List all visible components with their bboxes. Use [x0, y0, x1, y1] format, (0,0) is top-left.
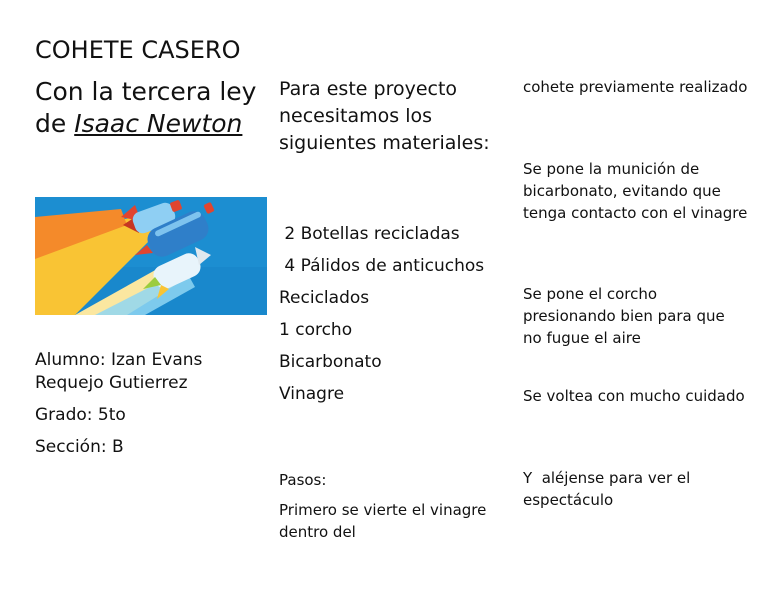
material-item: 2 Botellas recicladas [279, 224, 460, 244]
subtitle-name: Isaac Newton [74, 109, 243, 138]
step-item: Y aléjense para ver el espectáculo [523, 469, 696, 509]
step-item: Se pone el corcho presionando bien para que no fugue el aire [523, 285, 725, 347]
step-item: cohete previamente realizado [523, 78, 748, 96]
document-title: COHETE CASERO [35, 36, 241, 64]
material-item: Reciclados [279, 288, 370, 308]
steps-label: Pasos: [279, 471, 327, 489]
student-name: Alumno: Izan Evans Requejo Gutierrez [35, 350, 203, 393]
student-grade: Grado: 5to [35, 405, 126, 425]
material-item: Vinagre [279, 384, 345, 404]
step-item: Se voltea con mucho cuidado [523, 387, 745, 405]
material-item: 1 corcho [279, 320, 353, 340]
subtitle-prefix: Con la tercera ley de [35, 77, 257, 138]
steps-section [279, 469, 499, 543]
materials-list [279, 222, 511, 414]
student-info [35, 349, 265, 459]
material-item: 4 Pálidos de anticuchos [279, 256, 485, 276]
step-item: Primero se vierte el vinagre dentro del [279, 501, 487, 541]
materials-intro: Para este proyecto necesitamos los siguientes materiales: [279, 78, 490, 154]
bottle-rocket-illustration [35, 197, 267, 315]
student-section: Sección: B [35, 437, 124, 457]
document-subtitle [35, 76, 265, 140]
step-item: Se pone la munición de bicarbonato, evitando que tenga contacto con el vinagre [523, 160, 748, 222]
material-item: Bicarbonato [279, 352, 382, 372]
